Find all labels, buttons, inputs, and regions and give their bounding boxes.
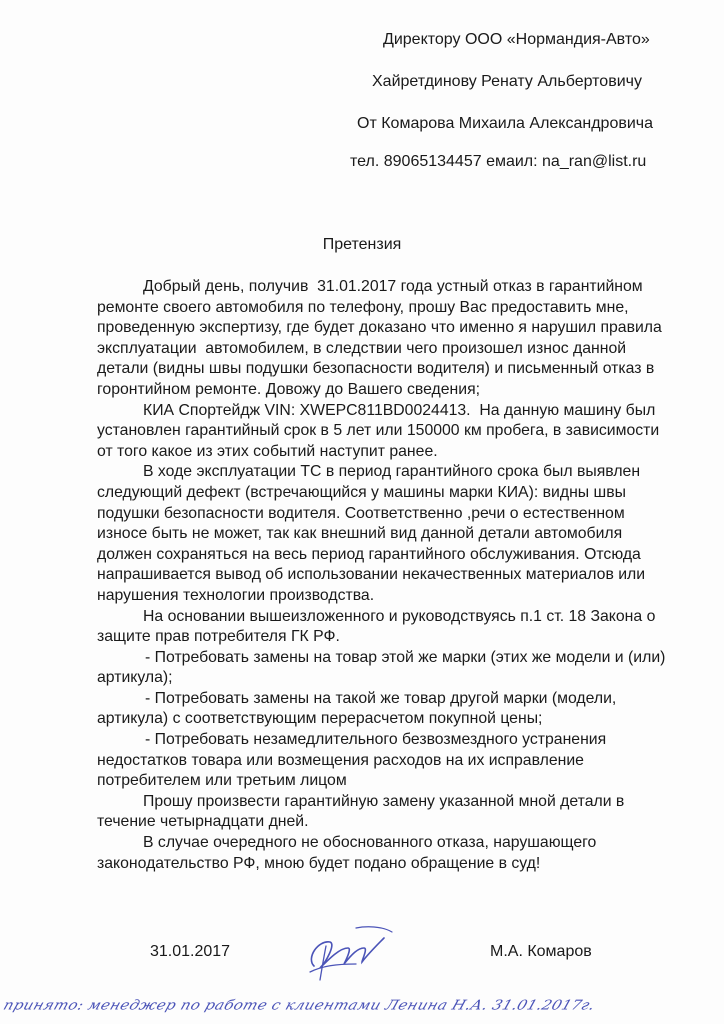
demand-item: - Потребовать замены на такой же товар другой марки (модели, артикула) с соответствующим перерасчетом покупной цены; bbox=[97, 689, 621, 728]
demand-item: - Потребовать незамедлительного безвозмездного устранения недостатков товара или возмещения расходов на их исправление потребителем или третьим лицом bbox=[97, 731, 611, 790]
demand-item: - Потребовать замены на товар этой же марки (этих же модели и (или) артикула); bbox=[97, 648, 670, 687]
contact-line: тел. 89065134457 емаил: na_ran@list.ru bbox=[350, 153, 647, 170]
paragraph: В ходе эксплуатации ТС в период гарантийного срока был выявлен следующий дефект (встречающийся у машины марки КИА): видны швы подушки безопасности водителя. Соответственно ,речи о естественном износе быть не может, так как внешний вид данной детали автомобиля должен сохраняться на весь период гарантийного обслуживания. Отсюда напрашивается вывод об использовании некачественных материалов или нарушения технологии производства. bbox=[97, 463, 650, 604]
signature-date: 31.01.2017 bbox=[150, 943, 231, 960]
handwritten-acceptance-note: принято: менеджер по работе с клиентами Ленина Н.А. 31.01.2017г. bbox=[1, 996, 598, 1014]
addressee-line: Директору ООО «Нормандия-Авто» bbox=[383, 31, 650, 48]
paragraph: Добрый день, получив 31.01.2017 года устный отказ в гарантийном ремонте своего автомобиля по телефону, прошу Вас предоставить мне, проведенную экспертизу, где будет доказано что именно я нарушил правила эксплуатации автомобилем, в следствии чего произошел износ данной детали (видны швы подушки безопасности водителя) и письменный отказ в горонтийном ремонте. Довожу до Вашего сведения; bbox=[97, 278, 667, 398]
claim-body bbox=[97, 277, 677, 874]
paragraph: Прошу произвести гарантийную замену указанной мной детали в течение четырнадцати дней. bbox=[97, 792, 629, 831]
document-title: Претензия bbox=[322, 236, 402, 253]
paragraph: В случае очередного не обоснованного отказа, нарушающего законодательство РФ, мною будет подано обращение в суд! bbox=[97, 834, 601, 872]
signature-image bbox=[296, 918, 406, 988]
paragraph: На основании вышеизложенного и руководствуясь п.1 ст. 18 Закона о защите прав потребителя ГК РФ. bbox=[97, 607, 660, 646]
paragraph: КИА Спортейдж VIN: XWEPC811BD0024413. На данную машину был установлен гарантийный срок в 5 лет или 150000 км пробега, в зависимости от того какое из этих событий наступит ранее. bbox=[97, 401, 664, 460]
addressee-name: Хайретдинову Ренату Альбертовичу bbox=[372, 73, 642, 90]
signer-name: М.А. Комаров bbox=[490, 943, 592, 960]
sender-line: От Комарова Михаила Александровича bbox=[357, 115, 654, 132]
